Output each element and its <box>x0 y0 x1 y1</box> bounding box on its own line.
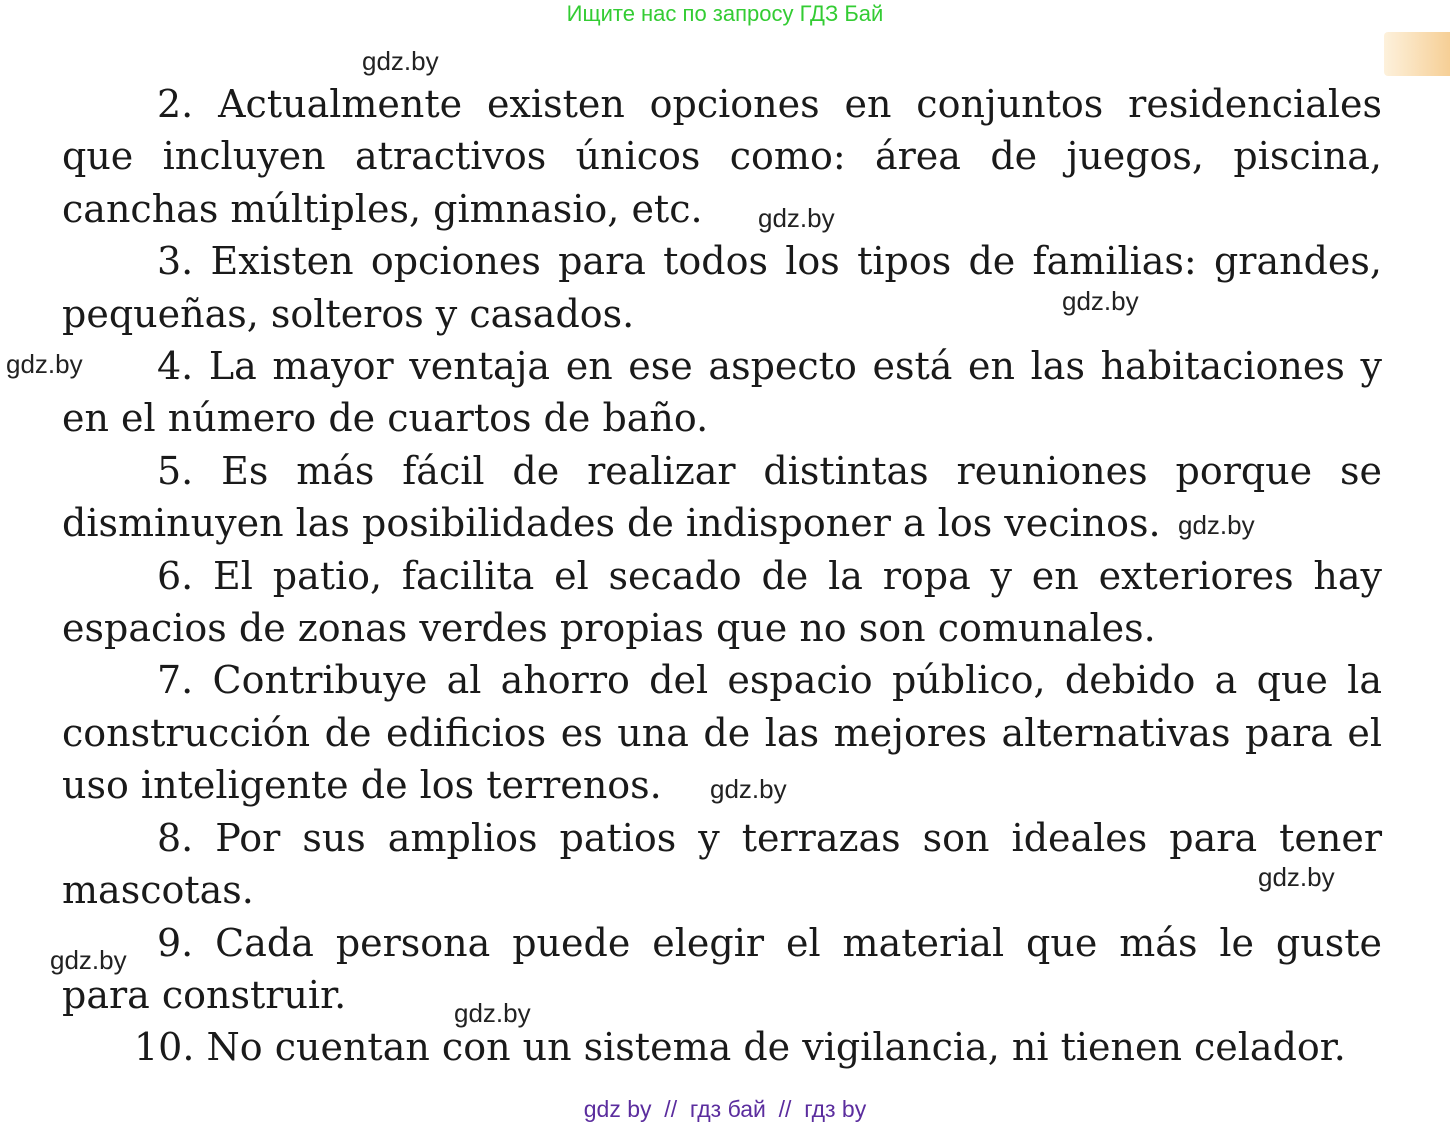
answer-item-10: 10. No cuentan con un sistema de vigilancia, ni tienen celador. <box>134 1025 1346 1070</box>
answer-item-3: 3. Existen opciones para todos los tipos de familias: grandes, pequeñas, solteros y casados. <box>62 239 1382 336</box>
watermark: gdz.by <box>1062 286 1139 316</box>
watermark: gdz.by <box>362 46 439 76</box>
search-banner: Ищите нас по запросу ГДЗ Бай <box>566 1 884 26</box>
watermark: gdz.by <box>50 945 127 975</box>
answer-item-4: 4. La mayor ventaja en ese aspecto está en las habitaciones y en el número de cuartos de baño. <box>62 344 1382 441</box>
answer-item-2: 2. Actualmente existen opciones en conjuntos residenciales que incluyen atractivos únicos como: área de juegos, piscina, canchas múltiples, gimnasio, etc. <box>62 82 1382 231</box>
watermark: gdz.by <box>758 203 835 233</box>
answer-item-8: 8. Por sus amplios patios y terrazas son ideales para tener mascotas. <box>62 815 1382 913</box>
watermark: gdz.by <box>454 998 531 1028</box>
watermark: gdz.by <box>1178 510 1255 540</box>
watermark: gdz.by <box>710 774 787 804</box>
answer-item-7: 7. Contribuye al ahorro del espacio público, debido a que la construcción de edificios es una de las mejores alternativas para el uso inteligente de los terrenos. <box>62 658 1382 808</box>
watermark: gdz.by <box>6 349 83 379</box>
answer-item-9: 9. Cada persona puede elegir el material que más le guste para construir. <box>62 920 1382 1017</box>
footer-links: gdz by // гдз бай // гдз by <box>583 1096 867 1122</box>
answer-list <box>62 78 1382 1074</box>
corner-tab <box>1384 32 1450 76</box>
answer-item-5: 5. Es más fácil de realizar distintas reuniones porque se disminuyen las posibilidades de indisponer a los vecinos. <box>62 448 1382 546</box>
watermark: gdz.by <box>1258 862 1335 892</box>
answer-item-6: 6. El patio, facilita el secado de la ropa y en exteriores hay espacios de zonas verdes propias que no son comunales. <box>62 553 1382 651</box>
